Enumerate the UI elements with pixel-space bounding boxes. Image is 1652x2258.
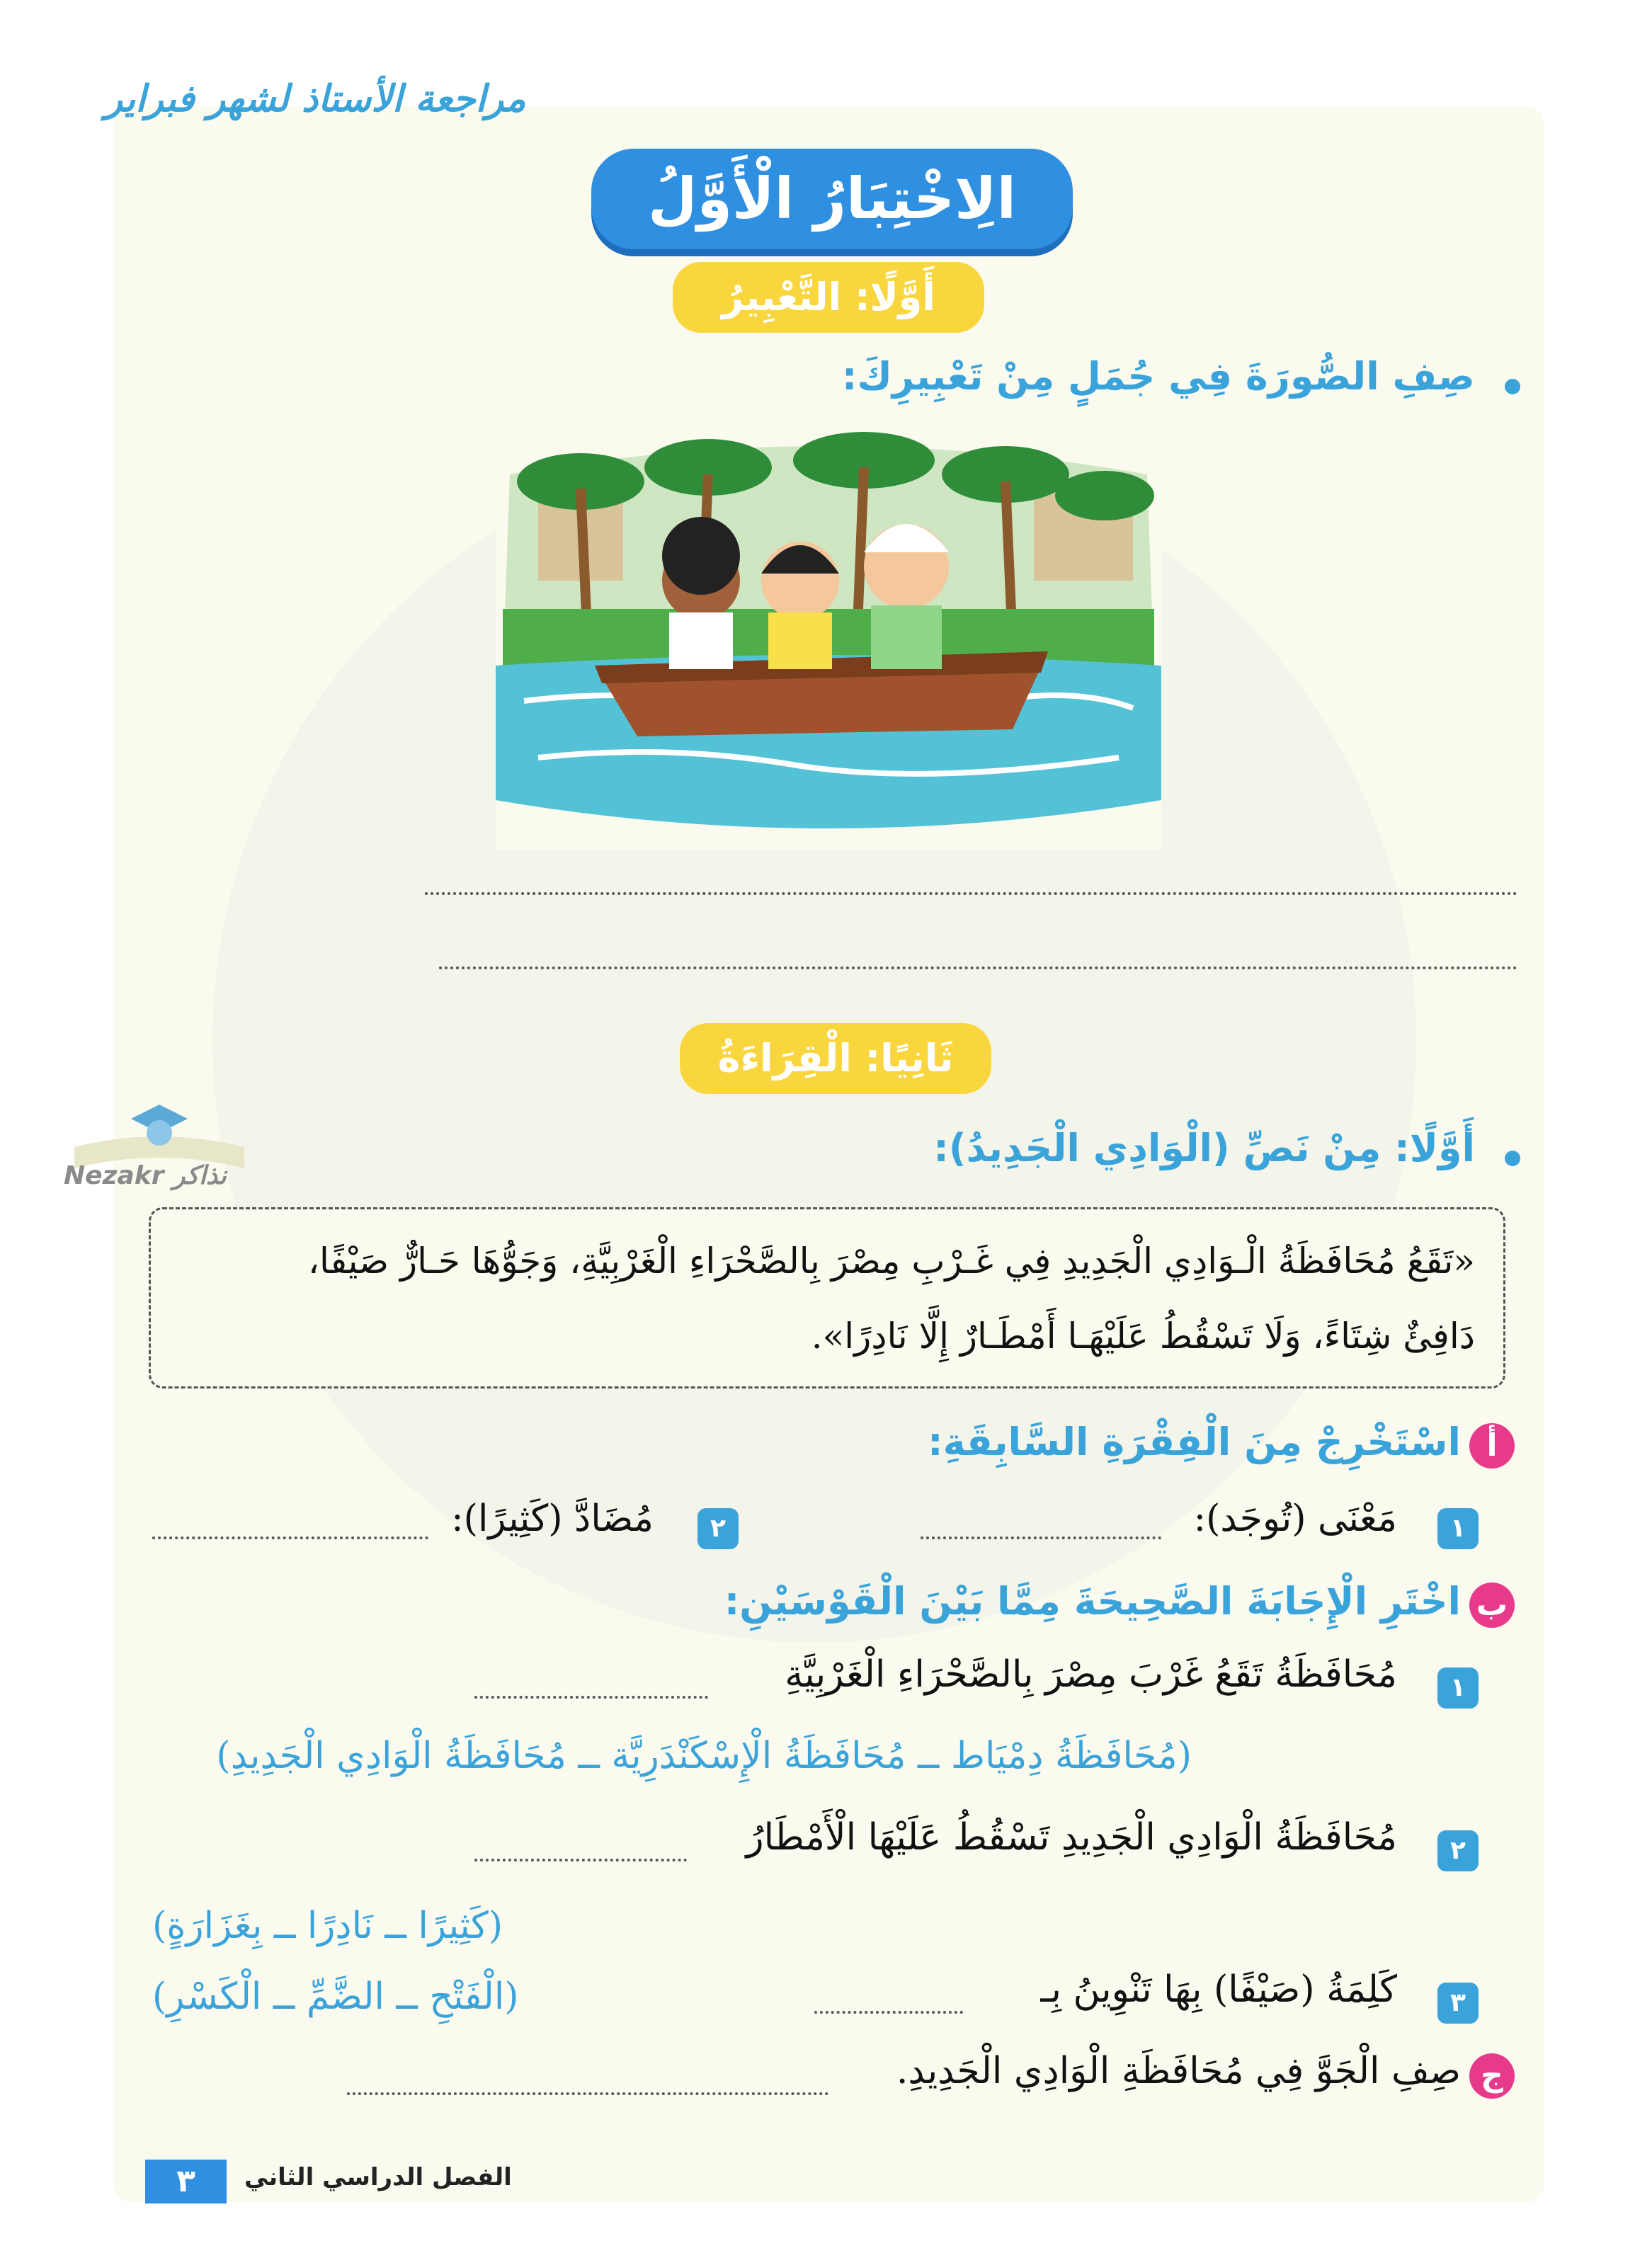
mcq-choices-2: (كَثِيرًا ــ نَادِرًا ــ بِغَزَارَةٍ) (152, 1905, 503, 1947)
section-expression-pill: أَوَّلًا: التَّعْبِيرُ (673, 262, 984, 333)
passage-source: أَوَّلًا: مِنْ نَصِّ (الْوَادِي الْجَدِيدُ): (933, 1126, 1475, 1170)
extract-prompt: اسْتَخْرِجْ مِنَ الْفِقْرَةِ السَّابِقَةِ: (928, 1420, 1461, 1464)
mcq-question-2: مُحَافَظَةُ الْوَادِي الْجَدِيدِ تَسْقُطُ عَلَيْهَا الْأَمْطَارُ (746, 1816, 1397, 1859)
choose-prompt: اخْتَرِ الْإِجَابَةَ الصَّحِيحَةَ مِمَّا بَيْنَ الْقَوْسَيْنِ: (724, 1579, 1461, 1624)
logo-text: Nezakr نذاكر (64, 1161, 227, 1190)
answer-line[interactable] (814, 2011, 963, 2014)
describe-picture-question: صِفِ الصُّورَةَ فِي جُمَلٍ مِنْ تَعْبِيرِكَ: (841, 354, 1475, 399)
footer-text: الفصل الدراسي الثاني (244, 2163, 512, 2191)
mcq-choices-3: (الْفَتْحِ ــ الضَّمِّ ــ الْكَسْرِ) (152, 1975, 519, 2018)
question-letter-b: ب (1469, 1583, 1515, 1628)
item-number: ٢ (1437, 1830, 1479, 1871)
question-letter-a: أ (1469, 1423, 1515, 1469)
answer-line[interactable] (474, 1696, 708, 1699)
section-reading-pill: ثَانِيًا: الْقِرَاءَةُ (680, 1023, 991, 1094)
passage-line: دَافِئٌ شِتَاءً، وَلَا تَسْقُطُ عَلَيْهَـا أَمْطَـارٌ إِلَّا نَادِرًا». (811, 1316, 1475, 1357)
answer-line[interactable] (921, 1536, 1161, 1539)
item-number: ٢ (697, 1508, 739, 1549)
exam-title: الِاخْتِبَارُ الْأَوَّلُ (591, 149, 1073, 249)
mcq-question-1: مُحَافَظَةُ تَقَعُ غَرْبَ مِصْرَ بِالصَّحْرَاءِ الْغَرْبِيَّةِ (785, 1653, 1397, 1696)
answer-line[interactable] (152, 1536, 428, 1539)
header-title: مراجعة الأستاذ لشهر فبراير (105, 78, 526, 120)
describe-weather-question: صِفِ الْجَوَّ فِي مُحَافَظَةِ الْوَادِي الْجَدِيدِ. (896, 2050, 1461, 2092)
question-letter-c: ج (1469, 2053, 1515, 2099)
item-number: ٣ (1437, 1983, 1479, 2024)
bullet-icon (1505, 1151, 1520, 1166)
boat-illustration (496, 432, 1161, 850)
item-number: ١ (1437, 1508, 1479, 1549)
answer-line[interactable] (347, 2092, 828, 2095)
meaning-question: مَعْنَى (تُوجَد): (1193, 1498, 1397, 1540)
answer-line[interactable] (474, 1859, 687, 1861)
item-number: ١ (1437, 1667, 1479, 1709)
mcq-question-3: كَلِمَةُ (صَيْفًا) بِهَا تَنْوِينُ بِـ (1040, 1968, 1397, 2011)
mcq-choices-1: (مُحَافَظَةُ دِمْيَاط ــ مُحَافَظَةُ الْإِسْكَنْدَرِيَّة ــ مُحَافَظَةُ الْوَادِي الْجَدِيدِ) (216, 1735, 1192, 1777)
passage-box (149, 1207, 1505, 1389)
opposite-question: مُضَادَّ (كَثِيرًا): (451, 1498, 654, 1540)
answer-line[interactable] (439, 967, 1517, 969)
page-number: ٣ (145, 2160, 227, 2203)
passage-line: «تَقَعُ مُحَافَظَةُ الْـوَادِي الْجَدِيدِ فِي غَـرْبِ مِصْرَ بِالصَّحْرَاءِ الْغَرْبِيَّةِ، وَجَوُّهَا حَـارٌّ صَيْفًا، (307, 1241, 1475, 1282)
answer-line[interactable] (425, 892, 1517, 895)
bullet-icon (1505, 379, 1520, 394)
